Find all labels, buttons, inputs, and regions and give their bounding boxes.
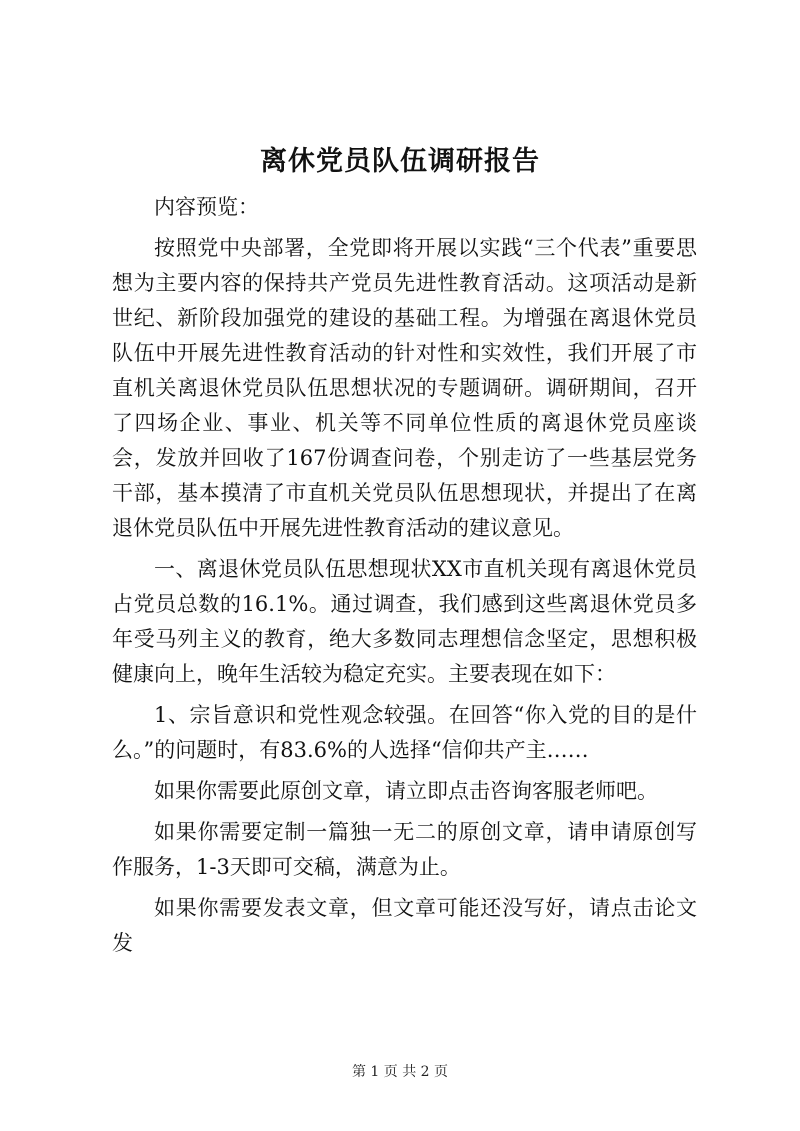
paragraph-intro: 按照党中央部署，全党即将开展以实践“三个代表”重要思想为主要内容的保持共产党员先进性教育活动。这项活动是新世纪、新阶段加强党的建设的基础工程。为增强在离退休党员队伍中开展先进性教育活动的针对性和实效性，我们开展了市直机关离退休党员队伍思想状况的专题调研。调研期间，召开了四场企业、事业、机关等不同单位性质的离退休党员座谈会，发放并回收了167份调查问卷，个别走访了一些基层党务干部，基本摸清了市直机关党员队伍思想现状，并提出了在离退休党员队伍中开展先进性教育活动的建议意见。 — [112, 236, 697, 540]
paragraph-point-one: 1、宗旨意识和党性观念较强。在回答“你入党的目的是什么。”的问题时，有83.6%的人选择“信仰共产主…… — [112, 703, 697, 762]
paragraph-custom-writing: 如果你需要定制一篇独一无二的原创文章，请申请原创写作服务，1-3天即可交稿，满意为止。 — [112, 820, 697, 879]
paragraph-publish-prompt: 如果你需要发表文章，但文章可能还没写好，请点击论文发 — [112, 896, 697, 955]
page-footer: 第 1 页 共 2 页 — [351, 1064, 449, 1080]
paragraph-preview-label: 内容预览： — [154, 195, 259, 219]
document-title: 离休党员队伍调研报告 — [260, 146, 540, 177]
paragraph-consult-prompt: 如果你需要此原创文章，请立即点击咨询客服老师吧。 — [154, 779, 658, 803]
document-body — [112, 190, 697, 967]
paragraph-section-one: 一、离退休党员队伍思想现状XX市直机关现有离退休党员占党员总数的16.1%。通过调查，我们感到这些离退休党员多年受马列主义的教育，绝大多数同志理想信念坚定，思想积极健康向上，晚年生活较为稳定充实。主要表现在如下： — [112, 557, 697, 686]
